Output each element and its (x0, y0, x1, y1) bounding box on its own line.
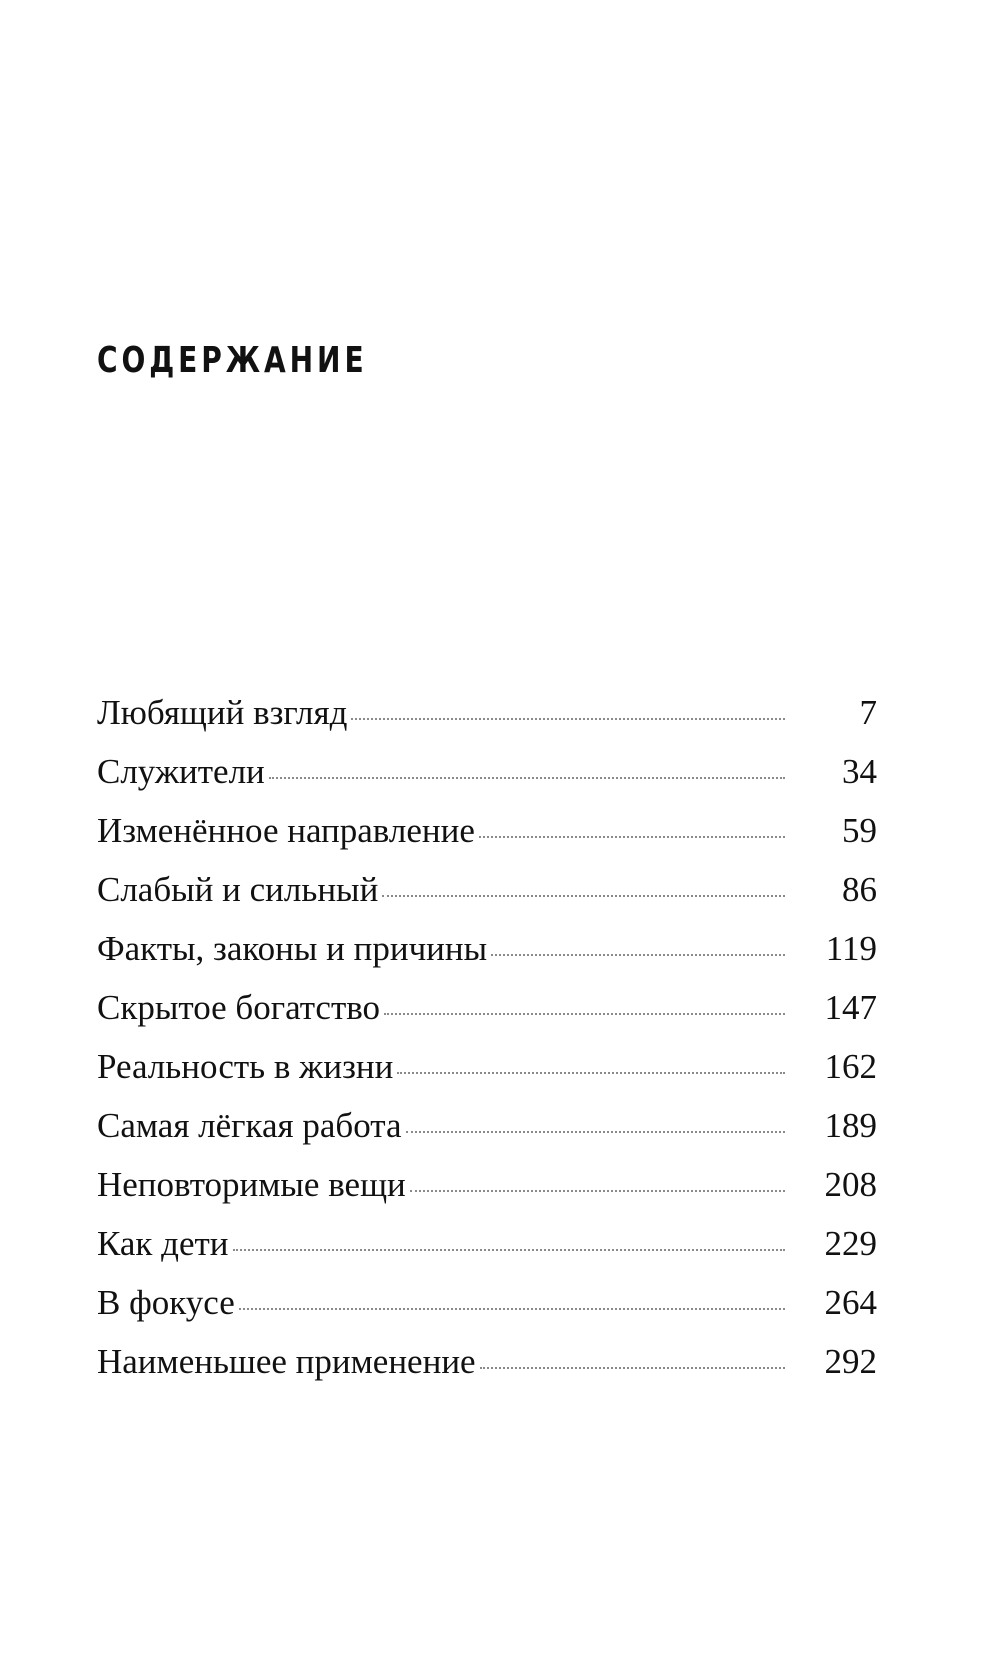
toc-entry (97, 742, 877, 801)
toc-entry (97, 1214, 877, 1273)
toc-entry (97, 683, 877, 742)
toc-entry-page: 229 (824, 1224, 877, 1263)
dot-leader (351, 718, 785, 720)
toc-entry-title: Как дети (97, 1224, 229, 1263)
toc-entry-title: Скрытое богатство (97, 988, 381, 1027)
dot-leader (406, 1131, 785, 1133)
toc-entry (97, 1273, 877, 1332)
toc-entry (97, 1096, 877, 1155)
dot-leader (410, 1190, 785, 1192)
toc-entry (97, 1332, 877, 1391)
toc-entry (97, 919, 877, 978)
dot-leader (269, 777, 785, 779)
dot-leader (480, 1367, 785, 1369)
toc-entry-page: 162 (824, 1047, 877, 1086)
toc-entry-title: Изменённое направление (97, 811, 475, 850)
toc-entry-page: 7 (859, 693, 877, 732)
toc-entry-title: Любящий взгляд (97, 693, 348, 732)
toc-entry-title: Реальность в жизни (97, 1047, 394, 1086)
toc-entry (97, 1155, 877, 1214)
dot-leader (239, 1308, 785, 1310)
toc-entry-title: Факты, законы и причины (97, 929, 488, 968)
toc-entry-title: Служители (97, 752, 265, 791)
table-of-contents (97, 683, 877, 1391)
toc-entry-page: 264 (824, 1283, 877, 1322)
toc-entry-page: 147 (824, 988, 877, 1027)
toc-entry (97, 978, 877, 1037)
toc-entry-page: 292 (824, 1342, 877, 1381)
toc-entry-title: Наименьшее применение (97, 1342, 476, 1381)
toc-entry-title: Самая лёгкая работа (97, 1106, 402, 1145)
toc-entry-page: 208 (824, 1165, 877, 1204)
toc-entry-title: В фокусе (97, 1283, 235, 1322)
toc-entry (97, 860, 877, 919)
toc-entry-page: 119 (825, 929, 877, 968)
dot-leader (479, 836, 785, 838)
dot-leader (397, 1072, 785, 1074)
toc-entry (97, 801, 877, 860)
dot-leader (382, 895, 785, 897)
toc-entry (97, 1037, 877, 1096)
toc-entry-page: 34 (842, 752, 877, 791)
toc-entry-page: 59 (842, 811, 877, 850)
dot-leader (491, 954, 785, 956)
toc-entry-page: 86 (842, 870, 877, 909)
dot-leader (233, 1249, 785, 1251)
dot-leader (384, 1013, 785, 1015)
toc-entry-title: Неповторимые вещи (97, 1165, 406, 1204)
toc-entry-title: Слабый и сильный (97, 870, 379, 909)
contents-heading: СОДЕРЖАНИЕ (97, 340, 368, 381)
toc-entry-page: 189 (824, 1106, 877, 1145)
